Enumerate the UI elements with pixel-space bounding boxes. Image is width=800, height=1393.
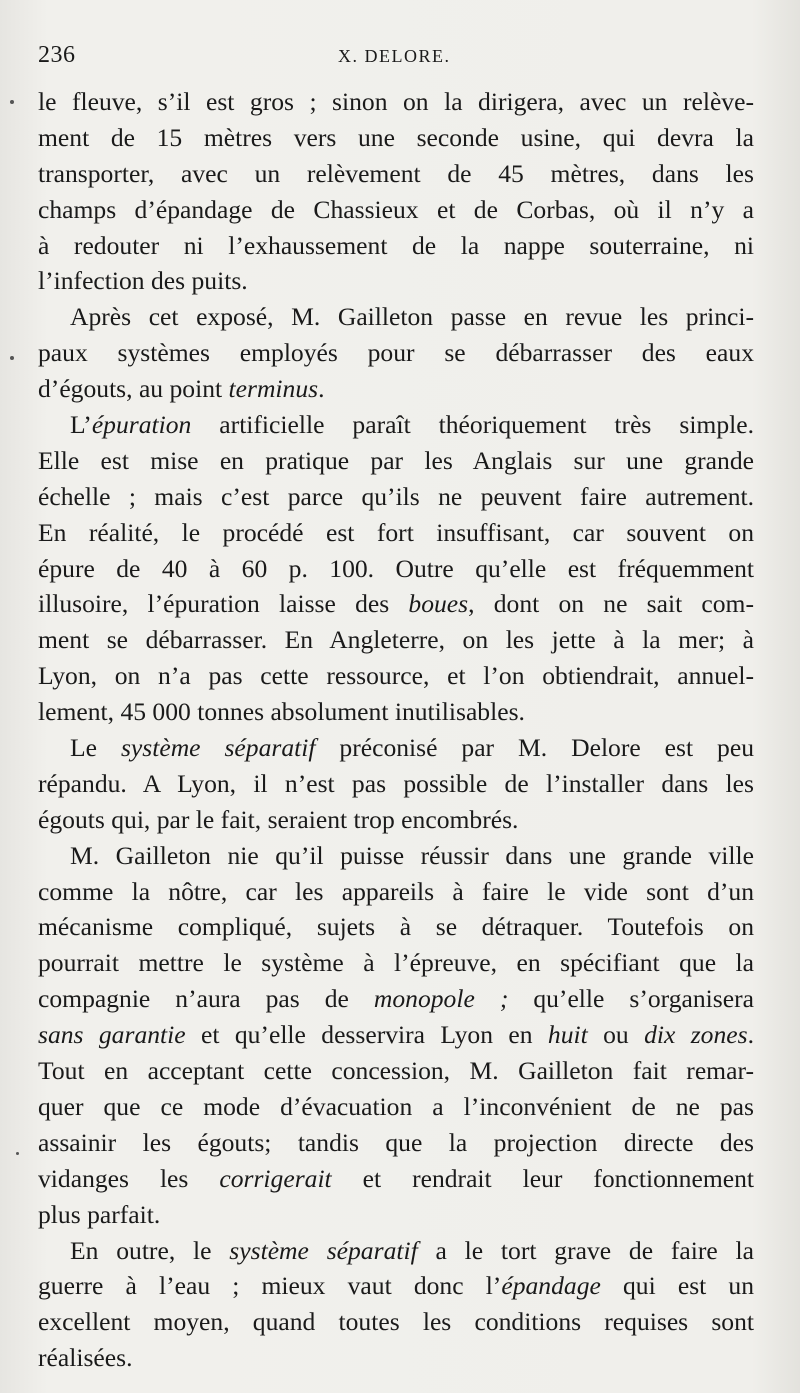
text-line [38, 909, 754, 945]
text-run: champs d’épandage de Chassieux et de Corbas, où il n’y a [38, 194, 754, 224]
text-run: Elle est mise en pratique par les Anglais sur une grande [38, 445, 754, 475]
text-run: quer que ce mode d’évacuation a l’inconvénient de ne pas [38, 1091, 754, 1121]
italic-text: système séparatif [120, 733, 316, 763]
text-line [38, 694, 754, 730]
text-run: assainir les égouts; tandis que la projection directe des [38, 1127, 754, 1157]
text-run: illusoire, l’épuration laisse des [38, 589, 409, 619]
text-run: vidanges les [38, 1163, 220, 1193]
text-run: pourrait mettre le système à l’épreuve, en spécifiant que la [38, 948, 754, 978]
text-run: . [747, 1020, 754, 1050]
text-line [38, 1340, 754, 1376]
text-line [38, 335, 754, 371]
text-run: ou [587, 1020, 645, 1050]
text-line [38, 1233, 754, 1269]
text-line [38, 120, 754, 156]
text-line [38, 299, 754, 335]
margin-speck [10, 100, 14, 104]
italic-text: système séparatif [229, 1235, 418, 1265]
text-line [38, 802, 754, 838]
text-line [38, 730, 754, 766]
italic-text: sans garantie [38, 1020, 186, 1050]
italic-text: huit [547, 1020, 588, 1050]
text-run: égouts qui, par le fait, seraient trop encombrés. [38, 804, 519, 834]
text-line [38, 1268, 754, 1304]
text-run: et qu’elle desservira Lyon en [185, 1020, 548, 1050]
text-run: a le tort grave de faire la [417, 1235, 754, 1265]
text-run: répandu. A Lyon, il n’est pas possible de l’installer dans les [38, 768, 754, 798]
text-line [38, 1125, 754, 1161]
text-line [38, 1304, 754, 1340]
italic-text: monopole ; [373, 984, 509, 1014]
text-line [38, 263, 754, 299]
text-line [38, 1017, 754, 1053]
text-line [38, 1053, 754, 1089]
page-header [38, 42, 760, 78]
text-line [38, 1197, 754, 1233]
text-line [38, 838, 754, 874]
text-line [38, 228, 754, 264]
text-line [38, 443, 754, 479]
text-run: artificielle paraît théoriquement très simple. [191, 410, 754, 440]
text-line [38, 1161, 754, 1197]
text-run: et rendrait leur fonctionnement [331, 1163, 754, 1193]
text-run: Tout en acceptant cette concession, M. Gailleton fait remar- [38, 1056, 754, 1086]
text-line [38, 945, 754, 981]
text-line [38, 622, 754, 658]
text-line [38, 192, 754, 228]
body-text [38, 84, 754, 1376]
text-run: . [318, 374, 325, 404]
text-run: paux systèmes employés pour se débarrasser des eaux [38, 338, 754, 368]
italic-text: épuration [91, 410, 192, 440]
text-run: Après cet exposé, M. Gailleton passe en revue les princi- [70, 302, 754, 332]
text-run: En outre, le [70, 1235, 230, 1265]
text-run: comme la nôtre, car les appareils à faire le vide sont d’un [38, 876, 754, 906]
text-line [38, 981, 754, 1017]
text-run: d’égouts, au point [38, 374, 229, 404]
text-run: à redouter ni l’exhaussement de la nappe souterraine, ni [38, 230, 754, 260]
italic-text: boues [408, 589, 469, 619]
text-run: qui est un [600, 1271, 754, 1301]
text-line [38, 874, 754, 910]
text-run: transporter, avec un relèvement de 45 mètres, dans les [38, 158, 754, 188]
text-line [38, 658, 754, 694]
text-line [38, 586, 754, 622]
text-run: M. Gailleton nie qu’il puisse réussir dans une grande ville [70, 840, 754, 870]
text-run: En réalité, le procédé est fort insuffisant, car souvent on [38, 517, 754, 547]
text-run: Le [70, 733, 121, 763]
text-run: le fleuve, s’il est gros ; sinon on la dirigera, avec un relève- [38, 87, 754, 116]
text-run: qu’elle s’organisera [508, 984, 754, 1014]
page-number: 236 [38, 42, 76, 68]
text-run: préconisé par M. Delore est peu [315, 733, 754, 763]
margin-speck [16, 1152, 19, 1155]
text-run: plus parfait. [38, 1199, 161, 1229]
italic-text: dix zones [644, 1020, 748, 1050]
text-run: ment de 15 mètres vers une seconde usine, qui devra la [38, 122, 754, 152]
italic-text: terminus [228, 374, 319, 404]
text-run: lement, 45 000 tonnes absolument inutilisables. [38, 697, 525, 727]
text-run: l’infection des puits. [38, 266, 248, 296]
text-line [38, 371, 754, 407]
text-run: mécanisme compliqué, sujets à se détraquer. Toutefois on [38, 912, 754, 942]
text-line [38, 766, 754, 802]
text-run: échelle ; mais c’est parce qu’ils ne peuvent faire autrement. [38, 481, 754, 511]
text-line [38, 407, 754, 443]
text-run: ment se débarrasser. En Angleterre, on les jette à la mer; à [38, 625, 754, 655]
running-head: X. DELORE. [338, 46, 451, 66]
text-line [38, 84, 754, 120]
text-run: Lyon, on n’a pas cette ressource, et l’on obtiendrait, annuel- [38, 661, 754, 691]
text-line [38, 515, 754, 551]
italic-text: épandage [501, 1271, 601, 1301]
text-run: épure de 40 à 60 p. 100. Outre qu’elle est fréquemment [38, 553, 754, 583]
text-line [38, 551, 754, 587]
text-run: L’ [70, 410, 92, 440]
text-run: excellent moyen, quand toutes les conditions requises sont [38, 1307, 754, 1337]
italic-text: corrigerait [219, 1163, 332, 1193]
text-run: compagnie n’aura pas de [38, 984, 374, 1014]
text-line [38, 156, 754, 192]
margin-speck [10, 356, 14, 360]
text-run: , dont on ne sait com- [468, 589, 754, 619]
text-run: guerre à l’eau ; mieux vaut donc l’ [38, 1271, 502, 1301]
text-line [38, 479, 754, 515]
text-line [38, 1089, 754, 1125]
text-run: réalisées. [38, 1343, 133, 1373]
